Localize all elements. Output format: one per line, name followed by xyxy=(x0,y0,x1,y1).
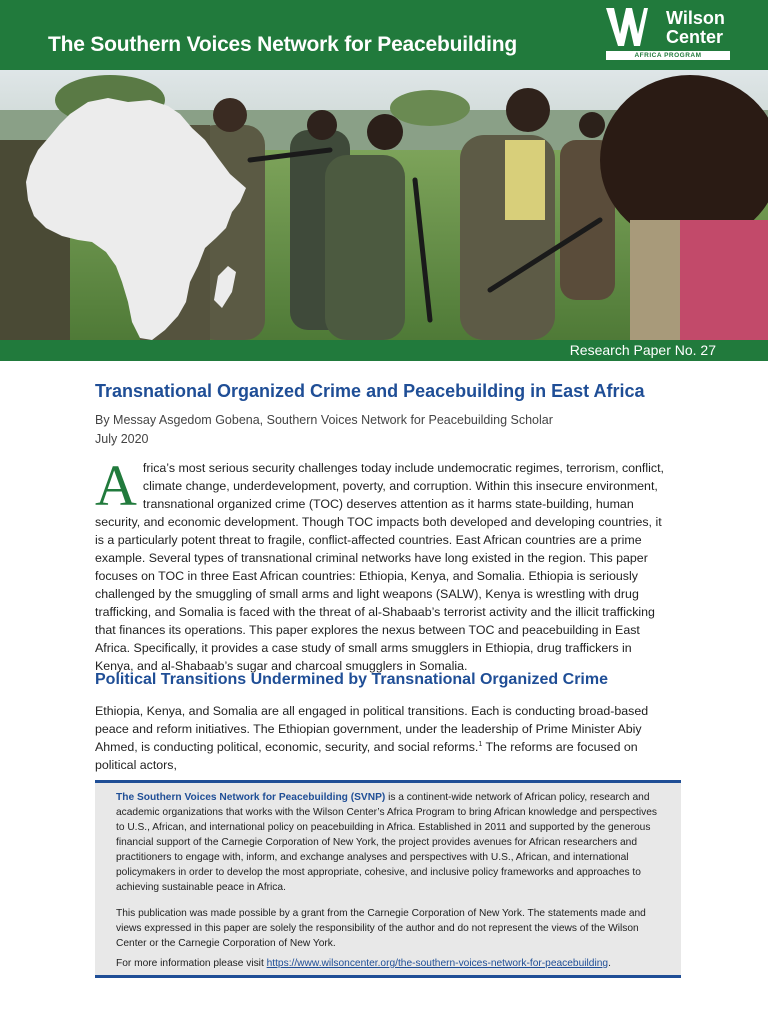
section-paragraph xyxy=(95,702,671,774)
wilson-center-logo[interactable] xyxy=(606,8,732,62)
intro-paragraph xyxy=(95,453,671,675)
logo-wordmark-line1: Wilson xyxy=(666,8,725,28)
more-info-suffix: . xyxy=(608,958,611,969)
grant-disclaimer: This publication was made possible by a grant from the Carnegie Corporation of New York. The statements made and views expressed in this paper are solely the responsibility of the author and do not represent the views of the Wilson Center or the Carnegie Corporation of New York. xyxy=(116,908,646,949)
publication-date: July 2020 xyxy=(95,432,149,446)
logo-program-label: AFRICA PROGRAM xyxy=(606,51,730,60)
logo-wordmark-line2: Center xyxy=(666,27,724,47)
footnote-marker[interactable]: 1 xyxy=(478,740,483,748)
cover-photo-illustration xyxy=(0,70,768,340)
research-paper-bar xyxy=(0,340,768,361)
svnp-name: The Southern Voices Network for Peacebuilding (SVNP) xyxy=(116,792,386,803)
svnp-website-link[interactable]: https://www.wilsoncenter.org/the-southern-voices-network-for-peacebuilding xyxy=(266,958,609,969)
section-text-part2: The reforms are focused on political actors, xyxy=(95,740,638,772)
research-paper-number: Research Paper No. 27 xyxy=(569,342,716,358)
section-text-part1: Ethiopia, Kenya, and Somalia are all engaged in political transitions. Each is conducting broad-based peace and reform initiatives. The Ethiopian government, under the leadership of Prime Minister Abiy Ahmed, is conducting political, economic, security, and social reforms. xyxy=(95,704,649,754)
wilson-w-logo-icon xyxy=(606,8,648,46)
author-byline: By Messay Asgedom Gobena, Southern Voices Network for Peacebuilding Scholar xyxy=(95,413,553,427)
cover-photo xyxy=(0,70,768,340)
svnp-description-text: is a continent-wide network of African policy, research and academic organizations that works with the Wilson Center’s Africa Program to bring African knowledge and perspectives to U.S., African, and international policy on peacebuilding in Africa. Established in 2011 and supported by the generous financial support of the Carnegie Corporation of New York, the project provides avenues for African researchers and practitioners to engage with, inform, and exchange analyses and perspectives with U.S., African, and international policymakers in order to develop the most appropriate, cohesive, and inclusive policy frameworks and approaches to achieving sustainable peace in Africa. xyxy=(116,792,657,893)
network-title: The Southern Voices Network for Peacebuilding xyxy=(48,33,518,56)
paper-title: Transnational Organized Crime and Peacebuilding in East Africa xyxy=(95,381,645,401)
header-bar xyxy=(0,0,768,70)
intro-text: frica’s most serious security challenges today include undemocratic regimes, terrorism, conflict, climate change, underdevelopment, poverty, and corruption. Within this insecure environment, transnational organized crime (TOC) deserves attention as it harms state-building, human security, and economic development. Though TOC impacts both developed and developing countries, it is a particularly potent threat to fragile, conflict-affected countries. East African countries are a prime example. Several types of transnational criminal networks have long existed in the region. This paper focuses on TOC in three East African countries: Ethiopia, Kenya, and Somalia. Ethiopia is seriously challenged by the smuggling of small arms and light weapons (SALW), Kenya is wrestling with drug trafficking, and Somalia is faced with the threat of al-Shabaab’s terrorist activity and the illicit trafficking that finances its operations. This paper explores the nexus between TOC and peacebuilding in East Africa. Specifically, it provides a case study of small arms smugglers in Ethiopia, drug traffickers in Kenya, and al-Shabaab’s sugar and charcoal smugglers in Somalia. xyxy=(95,461,664,673)
section-heading: Political Transitions Undermined by Transnational Organized Crime xyxy=(95,671,608,688)
svnp-description xyxy=(116,790,661,895)
svnp-info-box xyxy=(95,780,681,978)
more-info-prefix: For more information please visit xyxy=(116,958,267,969)
more-info-line xyxy=(116,956,661,971)
drop-cap: A xyxy=(95,453,137,518)
